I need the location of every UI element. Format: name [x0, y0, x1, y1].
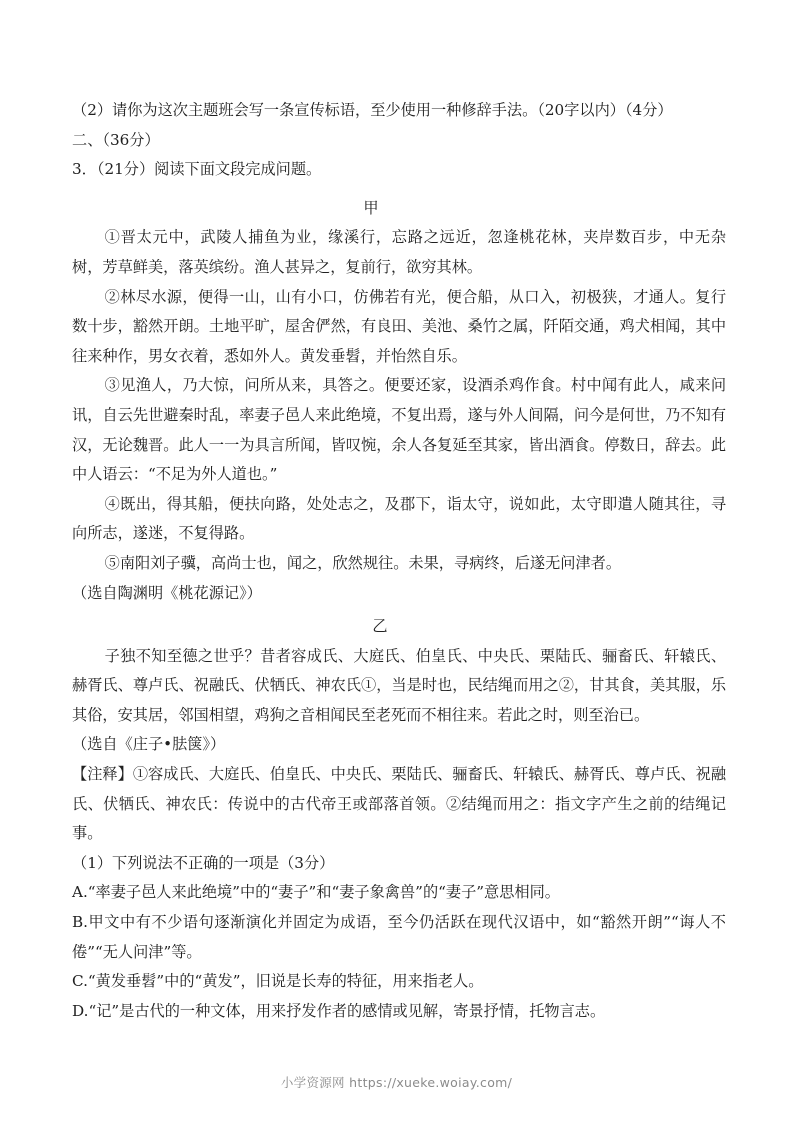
annotation-text: 【注释】①容成氏、大庭氏、伯皇氏、中央氏、栗陆氏、骊畜氏、轩辕氏、赫胥氏、尊卢氏、祝融氏、伏牺氏、神农氏：传说中的古代帝王或部落首领。②结绳而用之：指文字产生之前的结绳记事。	[72, 765, 726, 843]
sub-question-1-option-b[interactable]: B.甲文中有不少语句逐渐演化并固定为成语，至今仍活跃在现代汉语中，如“豁然开朗”“诲人不倦”“无人问津”等。	[72, 913, 726, 961]
question-3-stem: 3．（21分）阅读下面文段完成问题。	[72, 160, 322, 179]
question-2-text: （2）请你为这次主题班会写一条宣传标语，至少使用一种修辞手法。（20字以内）（4分）	[72, 101, 673, 119]
sub-question-1-option-d[interactable]: D.“记”是古代的一种文体，用来抒发作者的感情或见解，寄景抒情，托物言志。	[72, 1001, 606, 1020]
footer-site-name: 小学资源网	[280, 1075, 345, 1090]
passage-jia-label: 甲	[363, 198, 379, 217]
passage-yi-source: （选自《庄子•胠箧》）	[72, 735, 226, 754]
sub-question-1-option-a[interactable]: A.“率妻子邑人来此绝境”中的“妻子”和“妻子象禽兽”的“妻子”意思相同。	[72, 883, 560, 902]
section-two-label: 二、（36分）	[72, 130, 160, 149]
passage-jia-paragraph-4: ④既出，得其船，便扶向路，处处志之，及郡下，诣太守，说如此，太守即遣人随其往，寻向所志，遂迷，不复得路。	[72, 494, 726, 543]
passage-jia-paragraph-3: ③见渔人，乃大惊，问所从来，具答之。便要还家，设酒杀鸡作食。村中闻有此人，咸来问讯，自云先世避秦时乱，率妻子邑人来此绝境，不复出焉，遂与外人间隔，问今是何世，乃不知有汉，无论魏晋。此人一一为具言所闻，皆叹惋，余人各复延至其家，皆出酒食。停数日，辞去。此中人语云：“不足为外人道也。”	[72, 376, 726, 484]
footer-watermark	[0, 1073, 793, 1091]
paper-content	[72, 96, 726, 1026]
spacer-before-jia	[72, 185, 726, 194]
passage-jia-paragraph-5: ⑤南阳刘子骥，高尚士也，闻之，欣然规往。未果，寻病终，后遂无问津者。	[104, 553, 622, 572]
passage-jia-paragraph-1: ①晋太元中，武陵人捕鱼为业，缘溪行，忘路之远近，忽逢桃花林，夹岸数百步，中无杂树，芳草鲜美，落英缤纷。渔人甚异之，复前行，欲穷其林。	[72, 228, 726, 276]
passage-yi-body: 子独不知至德之世乎？昔者容成氏、大庭氏、伯皇氏、中央氏、栗陆氏、骊畜氏、轩辕氏、赫胥氏、尊卢氏、祝融氏、伏牺氏、神农氏①，当是时也，民结绳而用之②，甘其食，美其服，乐其俗，安其居，邻国相望，鸡狗之音相闻民至老死而不相往来。若此之时，则至治已。	[72, 646, 726, 724]
sub-question-1-stem: （1）下列说法不正确的一项是（3分）	[72, 853, 335, 872]
passage-yi-label: 乙	[372, 617, 388, 636]
passage-jia-source: （选自陶渊明《桃花源记》）	[72, 583, 262, 602]
passage-jia-paragraph-2: ②林尽水源，便得一山，山有小口，仿佛若有光，便合船，从口入，初极狭，才通人。复行数十步，豁然开朗。土地平旷，屋舍俨然，有良田、美池、桑竹之属，阡陌交通，鸡犬相闻，其中往来种作，男女衣着，悉如外人。黄发垂髫，并怡然自乐。	[72, 287, 726, 365]
sub-question-1-option-c[interactable]: C.“黄发垂髫”中的“黄发”，旧说是长寿的特征，用来指老人。	[72, 972, 484, 991]
footer-site-url[interactable]: https://xueke.woiay.com/	[349, 1075, 513, 1090]
